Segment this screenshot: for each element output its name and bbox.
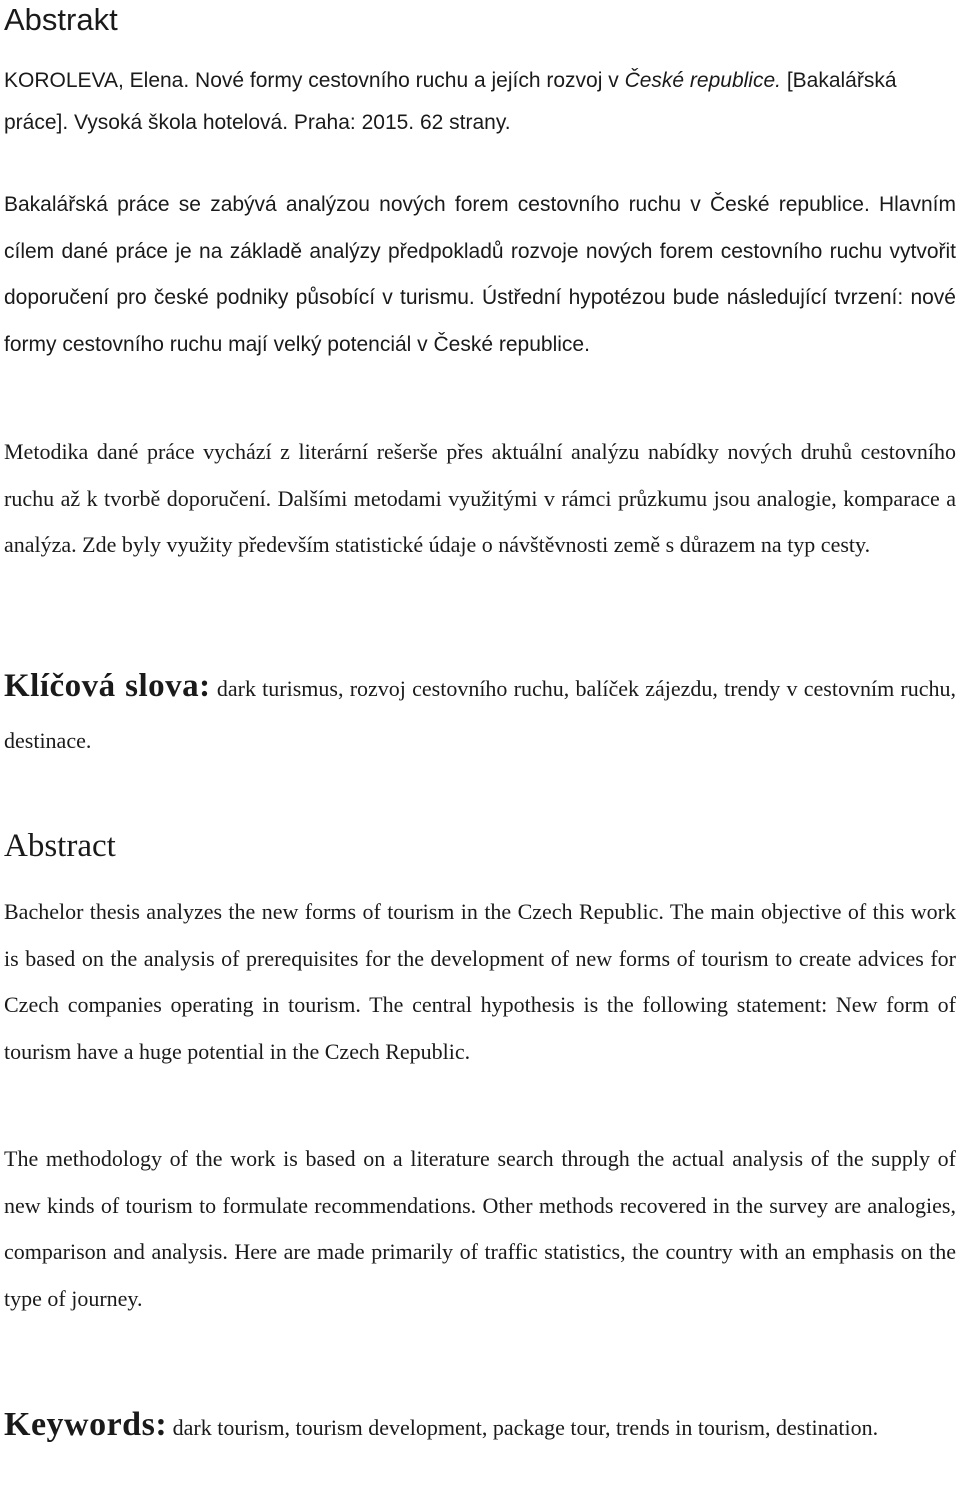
citation-author: KOROLEVA, Elena. bbox=[4, 69, 190, 92]
english-keywords-text: dark tourism, tourism development, package tour, trends in tourism, destination. bbox=[167, 1415, 879, 1440]
citation bbox=[4, 60, 956, 144]
citation-rest: [Bakalářská práce]. Vysoká škola hotelová. Praha: 2015. 62 strany. bbox=[4, 69, 897, 134]
czech-keywords-label: Klíčová slova: bbox=[4, 668, 211, 704]
czech-keywords bbox=[4, 660, 956, 767]
czech-keywords-text: dark turismus, rozvoj cestovního ruchu, balíček zájezdu, trendy v cestovním ruchu, destinace. bbox=[4, 676, 957, 753]
english-keywords-label: Keywords: bbox=[4, 1406, 168, 1443]
czech-paragraph-1: Bakalářská práce se zabývá analýzou nových forem cestovního ruchu v České republice. Hlavním cílem dané práce je na základě analýzy předpokladů rozvoje nových forem cestovního ruchu vytvořit doporučení pro české podniky působící v turismu. Ústřední hypotézou bude následující tvrzení: nové formy cestovního ruchu mají velký potenciál v České republice. bbox=[4, 193, 956, 356]
english-paragraph-2: The methodology of the work is based on a literature search through the actual analysis of the supply of new kinds of tourism to formulate recommendations. Other methods recovered in the survey are analogies, comparison and analysis. Here are made primarily of traffic statistics, the country with an emphasis on the type of journey. bbox=[4, 1146, 956, 1311]
citation-title-italic: České republice. bbox=[624, 69, 781, 92]
czech-paragraph-2: Metodika dané práce vychází z literární rešerše přes aktuální analýzu nabídky nových druhů cestovního ruchu až k tvorbě doporučení. Dalšími metodami využitými v rámci průzkumu jsou analogie, komparace a analýza. Zde byly využity především statistické údaje o návštěvnosti země s důrazem na typ cesty. bbox=[4, 439, 956, 557]
english-paragraph-1: Bachelor thesis analyzes the new forms of tourism in the Czech Republic. The main objective of this work is based on the analysis of prerequisites for the development of new forms of tourism to create advices for Czech companies operating in tourism. The central hypothesis is the following statement: New form of tourism have a huge potential in the Czech Republic. bbox=[4, 899, 956, 1064]
english-abstract-heading: Abstract bbox=[4, 828, 116, 864]
czech-abstract-heading: Abstrakt bbox=[4, 2, 118, 37]
citation-title: Nové formy cestovního ruchu a jejích rozvoj v bbox=[189, 69, 625, 92]
english-keywords bbox=[4, 1398, 956, 1455]
